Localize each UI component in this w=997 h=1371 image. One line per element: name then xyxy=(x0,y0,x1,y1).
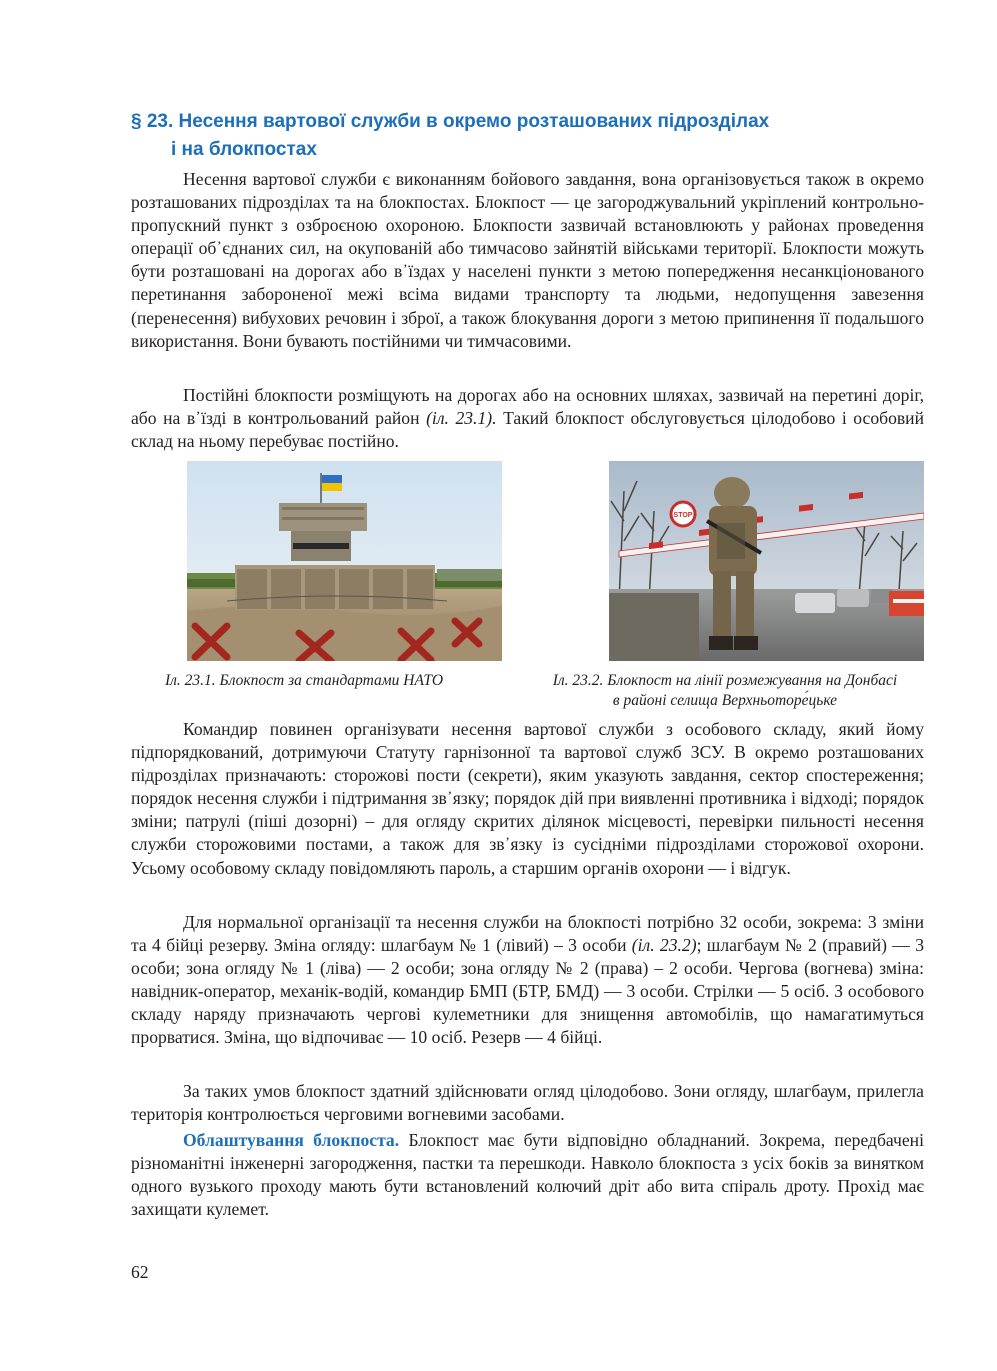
paragraph-text: Для нормальної організації та несення служби на блокпості потрібно 32 особи, зокрема: 3 зміни та 4 бійці резерву. Зміна огляду: шлагбаум № 1 (лівий) – 3 особи xyxy=(131,912,924,956)
figure-reference: (іл. 23.1). xyxy=(426,408,497,429)
paragraph-commander-duties: Командир повинен організувати несення вартової служби з особового складу, який йому підпорядкований, дотримуючи Статуту гарнізонної та вартової служб ЗСУ. В окремо розташованих підрозділах призначають: сторожові пости (секрети), яким указують завдання, сектор спостереження; порядок несення служби і підтримання зв᾽язку; порядок дій при виявленні противника і відході; порядок зміни; патрулі (піші дозорні) – для огляду скритих ділянок місцевості, перевірки пильності несення служби сторожовими постами, а також для зв᾽язку із сусідніми підрозділами сторожової охорони. Усьому особовому складу повідомляють пароль, а старшим органів охорони — і відгук. xyxy=(131,719,924,878)
section-heading xyxy=(131,108,931,164)
figure-caption-23-2-line2: в районі селища Верхньоторе́цьке xyxy=(612,692,838,709)
paragraph-inspection-zones: За таких умов блокпост здатний здійснювати огляд цілодобово. Зони огляду, шлагбаум, прилегла територія контролюється черговими вогневими засобами. xyxy=(131,1081,924,1125)
photo-donbas-checkpoint-image xyxy=(609,461,924,661)
photo-nato-checkpoint xyxy=(187,461,502,661)
paragraph-text: ; шлагбаум № 2 (правий) — 3 особи; зона огляду № 1 (ліва) — 2 особи; зона огляду № 2 (права) – 2 особи. Чергова (вогнева) зміна: навідник-оператор, механік-водій, командир БМП (БТР, БМД) — 3 особи. Стрілки — 5 осіб. З особового складу наряду призначають чергові кулеметники для знищення автомобілів, що намагатимуться прорватися. Зміна, що відпочиває — 10 осіб. Резерв — 4 бійці. xyxy=(131,935,924,1048)
section-heading-line1: § 23. Несення вартової служби в окремо розташованих підрозділах xyxy=(131,111,770,132)
figure-reference: (іл. 23.2) xyxy=(631,935,697,956)
paragraph-intro: Несення вартової служби є виконанням бойового завдання, вона організовується також в окремо розташованих підрозділах та на блокпостах. Блокпост — це загороджувальний укріплений контрольно-пропускний пункт з озброєною охороною. Блокпости зазвичай встановлюють у районах проведення операції об᾽єднаних сил, на окупованій або тимчасово зайнятій військами території. Блокпости можуть бути розташовані на дорогах або в᾽їздах у населені пункти з метою попередження несанкціонованого перетинання забороненої межі всіма видами транспорту та людьми, недопущення завезення (перенесення) вибухових речовин і зброї, а також блокування дороги з метою припинення її подальшого використання. Вони бувають постійними чи тимчасовими. xyxy=(131,169,924,351)
paragraph-checkpoint-equipment xyxy=(131,1129,924,1221)
paragraph-text: Постійні блокпости розміщують на дорогах або на основних шляхах, зазвичай на перетині доріг, або на в᾽їзді в контрольований район xyxy=(131,385,924,429)
photo-nato-checkpoint-image xyxy=(187,461,502,661)
paragraph-permanent-checkpoints xyxy=(131,384,924,453)
section-heading-line2: і на блокпостах xyxy=(171,139,317,160)
figure-caption-23-2 xyxy=(520,671,930,711)
paragraph-checkpoint-staffing xyxy=(131,911,924,1050)
paragraph-text: Такий блокпост обслуговується цілодобово і особовий склад на ньому перебуває постійно. xyxy=(131,408,924,452)
figure-caption-23-1: Іл. 23.1. Блокпост за стандартами НАТО xyxy=(165,672,444,689)
stop-sign-text: STOP xyxy=(673,512,693,519)
paragraph-term: Облаштування блокпоста. xyxy=(183,1130,400,1150)
figure-caption-23-2-line1: Іл. 23.2. Блокпост на лінії розмежування на Донбасі xyxy=(552,672,898,689)
photo-donbas-checkpoint xyxy=(609,461,924,661)
paragraph-text: Блокпост має бути відповідно обладнаний. Зокрема, передбачені різноманітні інженерні загородження, пастки та перешкоди. Навколо блокпоста з усіх боків за винятком одного вузького проходу мають бути встановлений колючий дріт або вита спіраль дроту. Прохід має захищати кулемет. xyxy=(131,1130,924,1220)
page-number: 62 xyxy=(131,1262,149,1282)
